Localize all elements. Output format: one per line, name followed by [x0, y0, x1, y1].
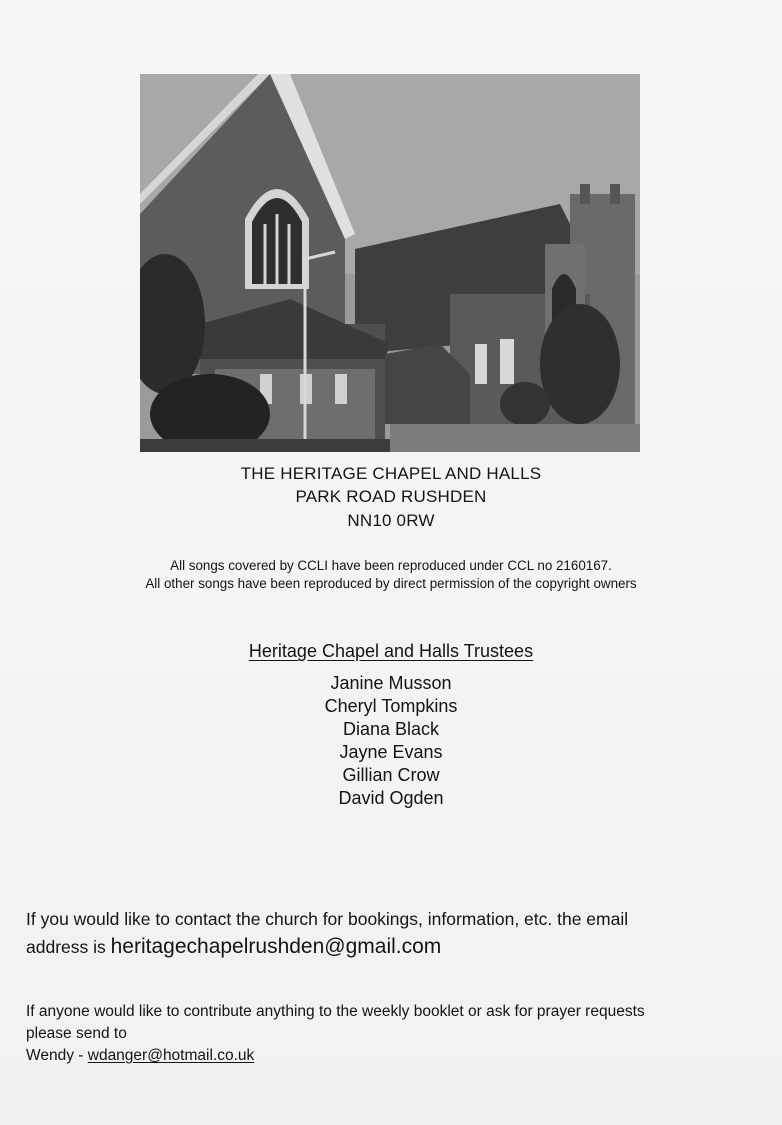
contact-section — [26, 908, 766, 958]
contact-email-line — [26, 936, 766, 958]
chapel-photo — [140, 74, 640, 452]
trustee-name: Diana Black — [342, 719, 440, 739]
trustee-name: David Ogden — [338, 788, 444, 808]
trustee-name: Gillian Crow — [342, 765, 440, 785]
contribute-section — [26, 1001, 771, 1067]
copyright-notice: All other songs have been reproduced by direct permission of the copyright owners — [145, 576, 637, 591]
contributor-name: Wendy - — [26, 1047, 88, 1064]
trustee-name: Cheryl Tompkins — [324, 696, 458, 716]
contribute-text: If anyone would like to contribute anything to the weekly booklet or ask for prayer requests — [26, 1003, 645, 1020]
trustee-name: Janine Musson — [330, 673, 452, 693]
chapel-photo-image — [140, 74, 640, 452]
venue-postcode: NN10 0RW — [347, 511, 435, 530]
church-email[interactable]: heritagechapelrushden@gmail.com — [110, 935, 442, 958]
contributor-email-link[interactable]: wdanger@hotmail.co.uk — [87, 1047, 255, 1064]
contact-email-prefix: address is — [26, 937, 111, 957]
ccli-notice: All songs covered by CCLI have been reproduced under CCL no 2160167. — [170, 558, 612, 573]
trustees-heading-text: Heritage Chapel and Halls Trustees — [248, 641, 534, 661]
trustee-list — [0, 672, 782, 810]
venue-name: THE HERITAGE CHAPEL AND HALLS — [240, 464, 542, 483]
contribute-contact-line — [26, 1045, 771, 1067]
contribute-text-2: please send to — [26, 1025, 127, 1042]
contact-text: If you would like to contact the church for bookings, information, etc. the email — [26, 909, 629, 929]
venue-street: PARK ROAD RUSHDEN — [295, 487, 487, 506]
trustee-name: Jayne Evans — [339, 742, 443, 762]
trustees-heading — [0, 640, 782, 662]
